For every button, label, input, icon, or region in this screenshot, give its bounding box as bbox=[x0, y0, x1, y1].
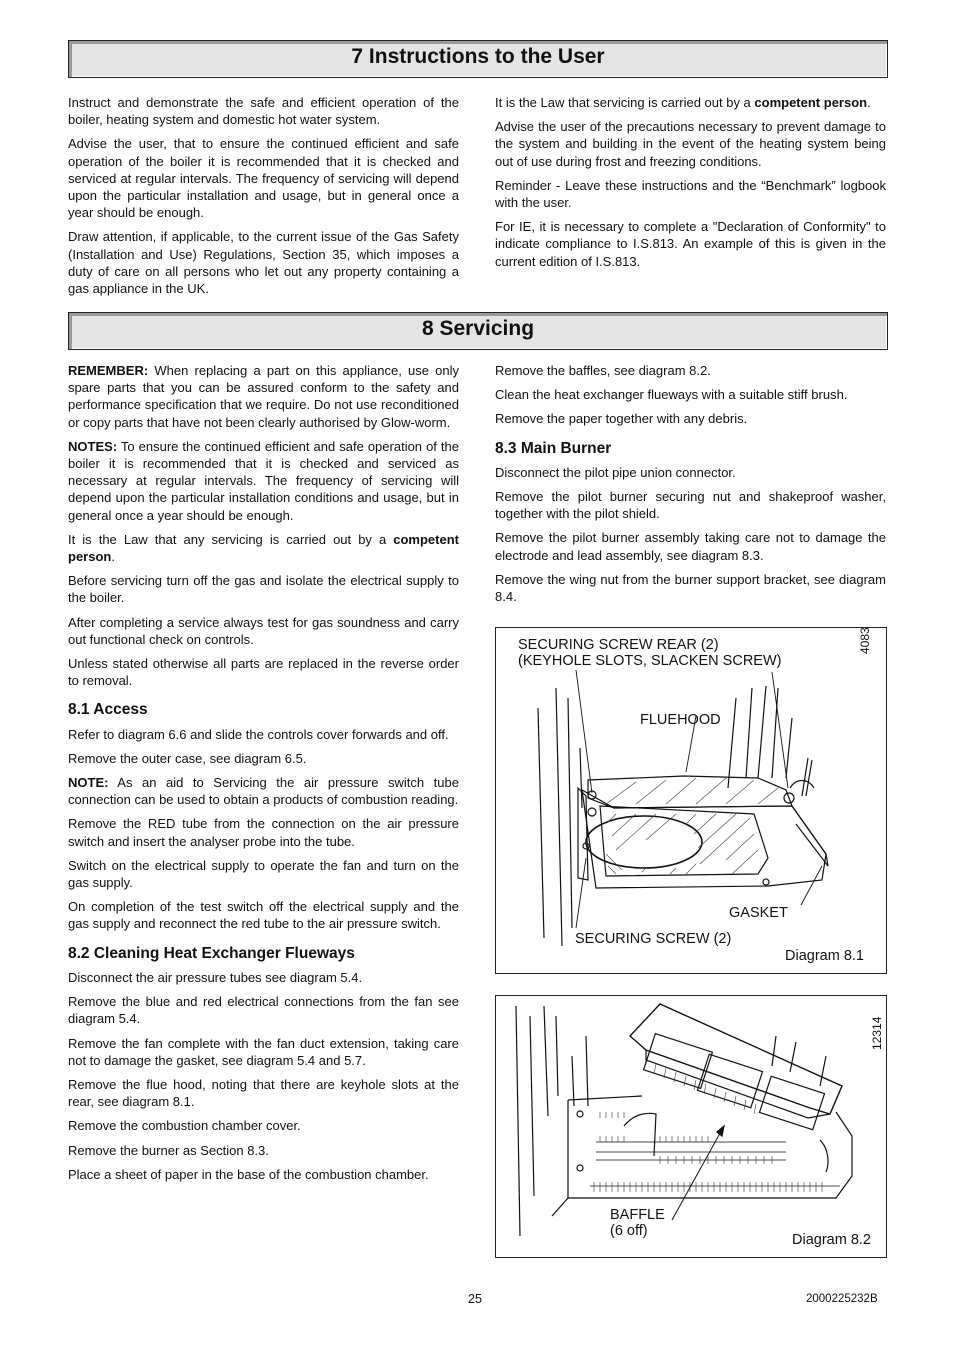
text: . bbox=[111, 549, 115, 565]
paragraph: Remove the blue and red electrical connections from the fan see diagram 5.4. bbox=[68, 994, 459, 1027]
note-label: NOTE: bbox=[68, 775, 109, 791]
cleaning-heading: 8.2 Cleaning Heat Exchanger Flueways bbox=[68, 944, 355, 962]
paragraph: On completion of the test switch off the electrical supply and the gas supply and reconnect the red tube to the air pressure switch. bbox=[68, 899, 459, 932]
diagram-8-2 bbox=[495, 995, 887, 1258]
main-burner-heading: 8.3 Main Burner bbox=[495, 439, 612, 457]
text: . bbox=[867, 95, 871, 110]
section-8-left-column bbox=[68, 362, 459, 1190]
paragraph: Clean the heat exchanger flueways with a suitable stiff brush. bbox=[495, 387, 848, 403]
paragraph: Remove the baffles, see diagram 8.2. bbox=[495, 363, 711, 378]
baffles-illustration bbox=[496, 996, 886, 1257]
label-baffle: BAFFLE (6 off) bbox=[610, 1207, 665, 1239]
label-securing-screw-rear: SECURING SCREW REAR (2) (KEYHOLE SLOTS, SLACKEN SCREW) bbox=[518, 637, 782, 669]
fluehood-illustration bbox=[496, 628, 886, 973]
text: When replacing a part on this appliance, use only spare parts that you can be assured conform to the safety and performance specification that we require. Do not use reconditioned or copy parts that have not been clearly authorised by Glow-worm. bbox=[68, 363, 459, 430]
paragraph: Remove the flue hood, noting that there are keyhole slots at the rear, see diagram 8.1. bbox=[68, 1076, 459, 1110]
paragraph: Remove the outer case, see diagram 6.5. bbox=[68, 750, 307, 766]
section-8-title: 8 Servicing bbox=[421, 317, 535, 340]
page-number: 25 bbox=[468, 1292, 482, 1306]
label-fluehood: FLUEHOOD bbox=[640, 712, 721, 728]
competent-person-emphasis: competent person bbox=[68, 531, 459, 565]
diagram-8-1-caption: Diagram 8.1 bbox=[785, 948, 864, 964]
paragraph bbox=[68, 531, 459, 565]
fins bbox=[594, 1060, 822, 1192]
paragraph: Unless stated otherwise all parts are replaced in the reverse order to removal. bbox=[68, 656, 459, 689]
paragraph: Before servicing turn off the gas and isolate the electrical supply to the boiler. bbox=[68, 573, 459, 606]
paragraph: Refer to diagram 6.6 and slide the controls cover forwards and off. bbox=[68, 726, 449, 742]
paragraph: Remove the burner as Section 8.3. bbox=[68, 1142, 269, 1158]
paragraph: Reminder - Leave these instructions and the “Benchmark” logbook with the user. bbox=[495, 177, 886, 211]
paragraph: Advise the user, that to ensure the continued efficient and safe operation of the boiler it is recommended that it is checked and serviced at regular intervals. The frequency of servicing will depend upon the particular installation and usage, but in general once a year should be enough. bbox=[68, 136, 459, 221]
section-7-banner bbox=[68, 40, 888, 78]
access-heading: 8.1 Access bbox=[68, 701, 148, 719]
paragraph: Instruct and demonstrate the safe and efficient operation of the boiler, heating system and domestic hot water system. bbox=[68, 95, 459, 128]
paragraph bbox=[495, 94, 886, 111]
label-gasket: GASKET bbox=[729, 905, 788, 921]
text: To ensure the continued efficient and safe operation of the boiler it is recommended that it is checked and serviced as necessary at regular intervals. The frequency of servicing will depend upon the particular installation conditions and usage, but in general once a year should be enough. bbox=[68, 438, 459, 523]
paragraph: Remove the fan complete with the fan duct extension, taking care not to damage the gasket, see diagram 5.4 and 5.7. bbox=[68, 1035, 459, 1068]
remember-label: REMEMBER: bbox=[68, 363, 149, 378]
remember-paragraph bbox=[68, 362, 459, 431]
label-securing-screw: SECURING SCREW (2) bbox=[575, 931, 732, 947]
diagram-8-2-caption: Diagram 8.2 bbox=[792, 1232, 871, 1248]
text: It is the Law that servicing is carried out by a bbox=[495, 95, 755, 110]
notes-paragraph bbox=[68, 438, 459, 524]
paragraph: Draw attention, if applicable, to the current issue of the Gas Safety (Installation and Use) Regulations, Section 35, which imposes a duty of care on all persons who let out any property containing a gas appliance in the UK. bbox=[68, 229, 459, 297]
diagram-8-1-code: 4083 bbox=[858, 627, 872, 654]
paragraph: Remove the combustion chamber cover. bbox=[68, 1118, 301, 1134]
notes-label: NOTES: bbox=[68, 438, 118, 454]
note-paragraph bbox=[68, 774, 459, 808]
section-7-title: 7 Instructions to the User bbox=[351, 45, 605, 68]
text: It is the Law that any servicing is carried out by a bbox=[68, 531, 394, 547]
paragraph: Remove the paper together with any debris. bbox=[495, 411, 748, 427]
section-7-left-column bbox=[68, 94, 459, 304]
section-8-banner bbox=[68, 312, 888, 350]
paragraph: Remove the wing nut from the burner support bracket, see diagram 8.4. bbox=[495, 571, 886, 605]
paragraph: Remove the pilot burner assembly taking care not to damage the electrode and lead assembly, see diagram 8.3. bbox=[495, 530, 886, 563]
section-8-right-column bbox=[495, 362, 886, 612]
paragraph: Remove the pilot burner securing nut and shakeproof washer, together with the pilot shield. bbox=[495, 489, 886, 522]
paragraph: Switch on the electrical supply to operate the fan and turn on the gas supply. bbox=[68, 857, 459, 891]
diagram-8-2-code: 12314 bbox=[870, 1016, 884, 1050]
text: As an aid to Servicing the air pressure switch tube connection can be used to obtain a products of combustion reading. bbox=[68, 775, 459, 808]
diagram-8-1 bbox=[495, 627, 887, 974]
document-code: 2000225232B bbox=[806, 1293, 878, 1305]
paragraph: For IE, it is necessary to complete a "Declaration of Conformity" to indicate compliance to I.S.813. An example of this is given in the current edition of I.S.813. bbox=[495, 219, 886, 269]
paragraph: After completing a service always test for gas soundness and carry out functional check on controls. bbox=[68, 614, 459, 647]
paragraph: Advise the user of the precautions necessary to prevent damage to the system and building in the event of the heating system being out of use during frost and freezing conditions. bbox=[495, 119, 886, 169]
paragraph: Disconnect the air pressure tubes see diagram 5.4. bbox=[68, 969, 363, 985]
competent-person-emphasis: competent person bbox=[754, 95, 868, 110]
paragraph: Place a sheet of paper in the base of the combustion chamber. bbox=[68, 1166, 429, 1182]
section-7-right-column bbox=[495, 94, 886, 277]
paragraph: Remove the RED tube from the connection on the air pressure switch and insert the analyser probe into the tube. bbox=[68, 816, 459, 849]
paragraph: Disconnect the pilot pipe union connector. bbox=[495, 464, 736, 480]
